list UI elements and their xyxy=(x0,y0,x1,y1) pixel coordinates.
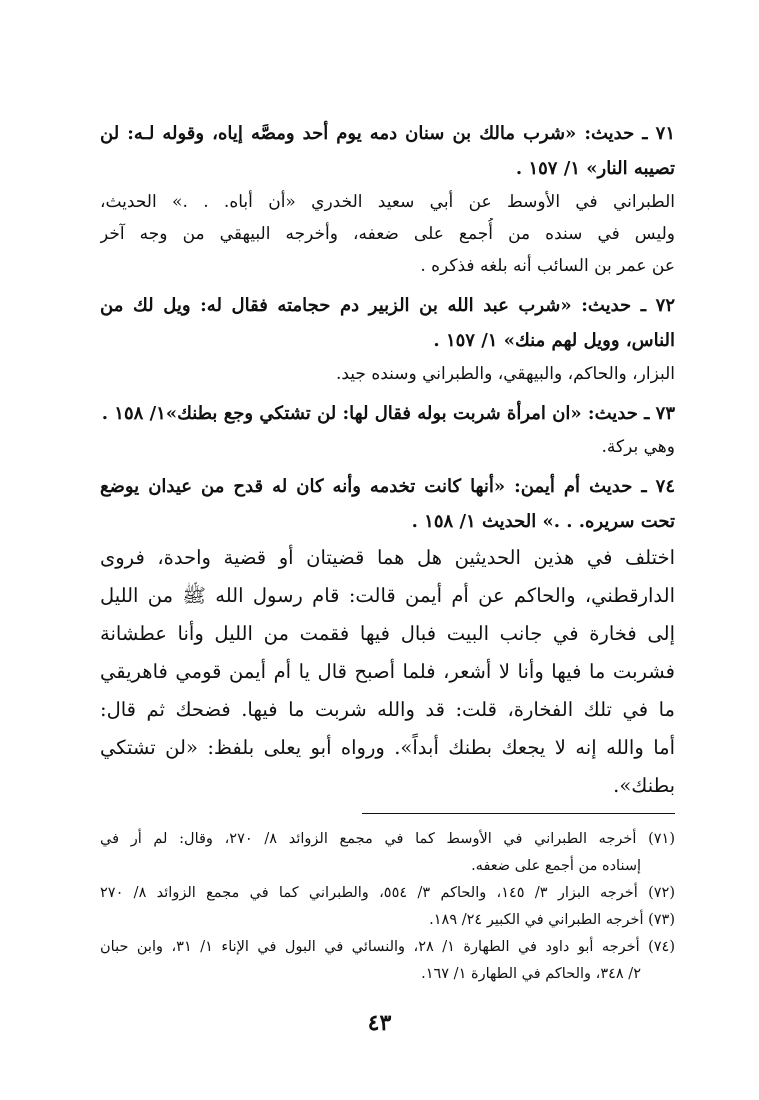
footnotes xyxy=(100,826,675,988)
hadith-heading-line: تحت سريره. . .» الحديث ١/ ١٥٨ . xyxy=(411,511,675,532)
commentary-line: إلى فخارة في جانب البيت فبال فيها فقمت من الليل وأنا عطشانة xyxy=(100,622,675,645)
footnote-line: ٢/ ٣٤٨، والحاكم في الطهارة ١/ ١٦٧. xyxy=(421,966,641,982)
commentary-line: اختلف في هذين الحديثين هل هما قضيتان أو قضية واحدة، فروى xyxy=(100,546,675,569)
hadith-heading-line: ٧٢ ـ حديث: «شرب عبد الله بن الزبير دم حجامته فقال له: ويل لك من xyxy=(100,295,675,316)
footnote-line: (٧٣) أخرجه الطبراني في الكبير ٢٤/ ١٨٩. xyxy=(429,912,675,928)
hadith-entry-72 xyxy=(100,288,675,390)
hadith-heading-line: ٧٣ ـ حديث: «ان امرأة شربت بوله فقال لها: لن تشتكي وجع بطنك»١/ ١٥٨ . xyxy=(101,403,675,424)
commentary-line: الدارقطني، والحاكم عن أم أيمن قالت: قام رسول الله ﷺ من الليل xyxy=(100,584,675,607)
commentary-line: بطنك». xyxy=(613,774,675,797)
footnote-line: (٧٤) أخرجه أبو داود في الطهارة ١/ ٢٨، والنسائي في البول في الإناء ١/ ٣١، وابن حبان xyxy=(100,939,675,955)
commentary-line: فشربت ما فيها وأنا لا أشعر، فلما أصبح قال يا أم أيمن قومي فاهريقي xyxy=(100,660,675,683)
commentary-line: الطبراني في الأوسط عن أبي سعيد الخدري «أن أباه. . .» الحديث، xyxy=(100,192,675,212)
hadith-entry-73 xyxy=(100,396,675,463)
commentary-line: أما والله إنه لا يجعك بطنك أبداً». ورواه أبو يعلى بلفظ: «لن تشتكي xyxy=(100,736,675,759)
footnote-line: (٧٢) أخرجه البزار ٣/ ١٤٥، والحاكم ٣/ ٥٥٤، والطبراني كما في مجمع الزوائد ٨/ ٢٧٠ xyxy=(100,885,675,901)
footnote-line: (٧١) أخرجه الطبراني في الأوسط كما في مجمع الزوائد ٨/ ٢٧٠، وقال: لم أر في xyxy=(100,831,675,847)
commentary-line: البزار، والحاكم، والبيهقي، والطبراني وسنده جيد. xyxy=(335,364,675,384)
hadith-heading-line: ٧١ ـ حديث: «شرب مالك بن سنان دمه يوم أحد ومصَّه إياه، وقوله لـه: لن xyxy=(100,123,675,144)
footnote-separator xyxy=(362,813,675,814)
hadith-heading-line: ٧٤ ـ حديث أم أيمن: «أنها كانت تخدمه وأنه كان له قدح من عيدان يوضع xyxy=(100,476,675,497)
commentary-line: ما في تلك الفخارة، قلت: قد والله شربت ما فيها. فضحك ثم قال: xyxy=(100,698,675,721)
hadith-heading-line: الناس، وويل لهم منك» ١/ ١٥٧ . xyxy=(433,330,675,351)
hadith-entry-71 xyxy=(100,116,675,282)
commentary-line: وليس في سنده من أُجمع على ضعفه، وأخرجه البيهقي من وجه آخر xyxy=(100,224,675,244)
hadith-heading-line: تصيبه النار» ١/ ١٥٧ . xyxy=(515,158,675,179)
commentary-line: وهي بركة. xyxy=(601,437,675,457)
commentary-line: عن عمر بن السائب أنه بلغه فذكره . xyxy=(420,256,675,276)
footnote-line: إسناده من أجمع على ضعفه. xyxy=(471,858,641,874)
page-number: ٤٣ xyxy=(367,1010,392,1036)
hadith-entry-74 xyxy=(100,469,675,805)
